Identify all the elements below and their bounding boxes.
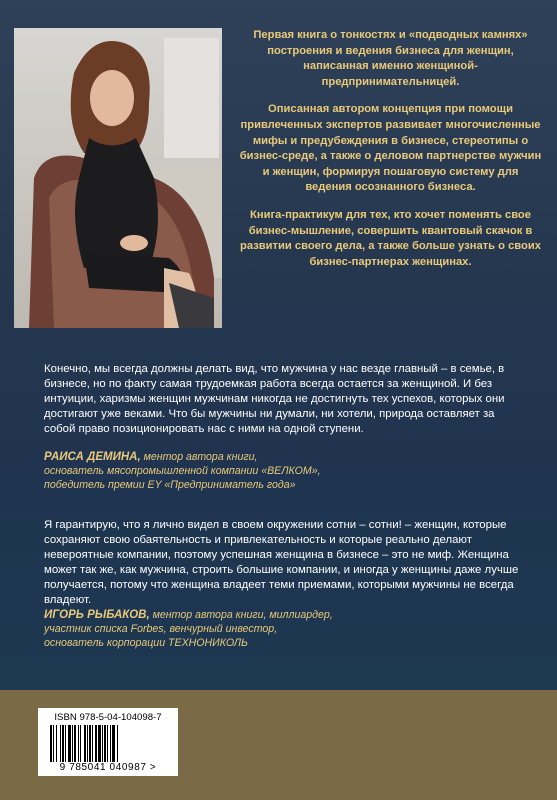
author-role-2c: основатель корпорации ТЕХНОНИКОЛЬ — [44, 637, 248, 649]
testimonial-quote-1: Конечно, мы всегда должны делать вид, что мужчина у нас везде главный – в семье, в бизнесе, но по факту самая трудоемкая работа всегда остается за женщиной. И без интуиции, харизмы женщин мужчинам никогда не достигнуть тех успехов, которых они достигают уже веками. Что бы мужчины ни думали, ни хотели, природа оставляет за собой право позиционировать нас с ними на одной ступени. — [44, 363, 505, 435]
barcode-bar — [112, 725, 115, 762]
barcode-bar — [65, 725, 66, 762]
testimonial-author-2 — [44, 608, 524, 650]
barcode-bar — [107, 725, 108, 762]
author-role-2b: участник списка Forbes, венчурный инвестор, — [44, 623, 278, 635]
barcode-bar — [53, 725, 54, 762]
barcode-bar — [72, 725, 73, 762]
author-photo — [14, 28, 222, 328]
description-paragraph-3: Книга-практикум для тех, кто хочет поменять свое бизнес-мышление, совершить квантовый скачок в развитии своего дела, а также больше узнать о своих бизнес-партнерах женщинах. — [240, 208, 541, 268]
author-name-1: РАИСА ДЕМИНА, — [44, 451, 141, 463]
barcode-bar — [74, 725, 76, 762]
author-role-1c: победитель премии EY «Предприниматель года» — [44, 479, 296, 491]
barcode-bar — [80, 725, 81, 762]
author-role-1a: ментор автора книги, — [140, 451, 258, 463]
isbn-text: ISBN 978-5-04-104098-7 — [54, 712, 162, 723]
barcode-bar — [87, 725, 88, 762]
barcode-bar — [68, 725, 71, 762]
barcode-bar — [98, 725, 101, 762]
barcode-bar — [110, 725, 111, 762]
author-role-1b: основатель мясопромышленной компании «ВЕЛКОМ», — [44, 465, 321, 477]
author-name-2: ИГОРЬ РЫБАКОВ, — [44, 609, 150, 621]
barcode-bar — [62, 725, 64, 762]
barcode-bar — [60, 725, 61, 762]
book-description — [238, 28, 543, 282]
barcode-bar — [104, 725, 106, 762]
testimonial-quote-2: Я гарантирую, что я лично видел в своем окружении сотни – сотни! – женщин, которые сохраняют свою обаятельность и привлекательность и которые реально делают невероятные компании, поэтому успешная женщина в бизнесе – это не миф. Женщина может так же, как мужчина, строить большие компании, и иногда у женщины даже лучше получается, потому что женщина владеет теми приемами, которыми мужчины не всегда владеют. — [44, 519, 519, 606]
barcode-bar — [84, 725, 86, 762]
barcode-bar — [78, 725, 79, 762]
description-paragraph-2: Описанная автором концепция при помощи привлеченных экспертов развивает многочисленные мифы и предубеждения в бизнесе, стереотипы о бизнес-среде, а также о деловом партнерстве мужчин и женщин, формируя пошаговую систему для ведения осознанного бизнеса. — [239, 103, 542, 194]
barcode-bar — [56, 725, 57, 762]
barcode-bar — [95, 725, 97, 762]
barcode-digits: 9 785041 040987 > — [59, 762, 157, 773]
author-role-2a: ментор автора книги, миллиардер, — [149, 609, 333, 621]
description-paragraph-1: Первая книга о тонкостях и «подводных камнях» построения и ведения бизнеса для женщин, написанная именно женщиной-предпринимательницей. — [253, 29, 528, 88]
barcode-bar — [89, 725, 91, 762]
barcode-bar — [117, 725, 118, 762]
barcode-bar — [92, 725, 93, 762]
barcode-bar — [50, 725, 52, 762]
barcode-bar — [102, 725, 103, 762]
testimonial-author-1 — [44, 450, 524, 492]
isbn-barcode — [38, 708, 178, 776]
